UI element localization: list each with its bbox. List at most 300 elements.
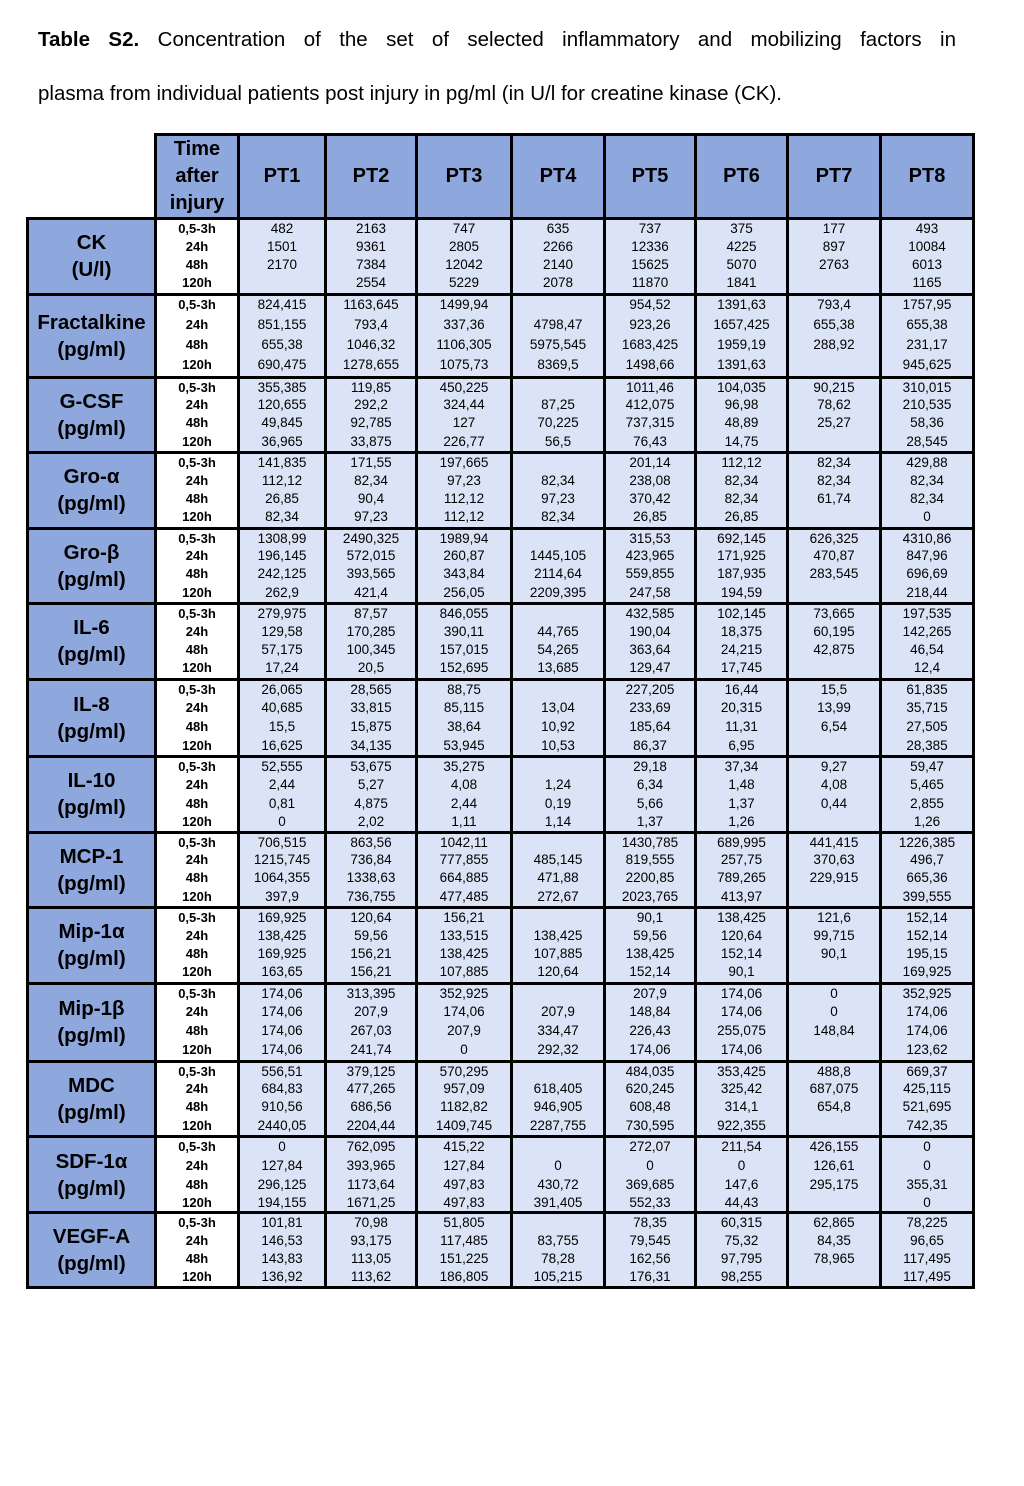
value-cell: 1,26 [881, 813, 974, 832]
time-point: 48h [156, 1021, 239, 1040]
value-cell: 35,275 [417, 756, 512, 775]
value-cell: 247,58 [605, 583, 696, 604]
value-cell [512, 832, 605, 851]
value-cell: 170,285 [326, 622, 417, 640]
factor-unit: (pg/ml) [57, 947, 126, 971]
value-cell: 211,54 [696, 1137, 788, 1156]
value-cell: 16,625 [239, 736, 326, 756]
value-cell: 59,47 [881, 756, 974, 775]
table-row [28, 377, 974, 396]
table-row [28, 698, 974, 717]
value-cell: 626,325 [788, 528, 881, 547]
corner-cell [28, 135, 156, 219]
table-row [28, 756, 974, 775]
table-row [28, 775, 974, 794]
factor-unit: (pg/ml) [57, 567, 126, 591]
time-point: 48h [156, 944, 239, 962]
value-cell: 97,795 [696, 1249, 788, 1267]
header-row [28, 135, 974, 219]
value-cell: 441,415 [788, 832, 881, 851]
value-cell: 429,88 [881, 453, 974, 472]
value-cell: 1841 [696, 273, 788, 294]
value-cell: 12042 [417, 255, 512, 273]
value-cell: 112,12 [417, 507, 512, 528]
value-cell: 174,06 [239, 1021, 326, 1040]
value-cell: 136,92 [239, 1267, 326, 1287]
value-cell: 393,965 [326, 1156, 417, 1175]
time-point: 24h [156, 314, 239, 334]
value-cell: 267,03 [326, 1021, 417, 1040]
time-point: 24h [156, 622, 239, 640]
value-cell: 207,9 [326, 1002, 417, 1021]
value-cell: 82,34 [788, 471, 881, 489]
value-cell: 279,975 [239, 604, 326, 623]
table-row [28, 604, 974, 623]
time-header-line: after [175, 165, 219, 187]
value-cell: 2,44 [417, 794, 512, 813]
value-cell: 470,87 [788, 547, 881, 565]
time-point: 24h [156, 237, 239, 255]
value-cell: 57,175 [239, 640, 326, 658]
value-cell: 148,84 [605, 1002, 696, 1021]
value-cell: 129,47 [605, 658, 696, 679]
time-point: 0,5-3h [156, 1061, 239, 1080]
value-cell: 59,56 [605, 926, 696, 944]
value-cell: 945,625 [881, 354, 974, 377]
value-cell: 4,08 [417, 775, 512, 794]
value-cell: 1,26 [696, 813, 788, 832]
value-cell: 82,34 [239, 507, 326, 528]
value-cell: 352,925 [881, 983, 974, 1002]
value-cell [788, 1194, 881, 1213]
value-cell [788, 432, 881, 453]
table-row [28, 832, 974, 851]
patient-header: PT4 [512, 135, 605, 219]
value-cell: 207,9 [605, 983, 696, 1002]
value-cell: 96,98 [696, 396, 788, 414]
value-cell: 26,85 [239, 489, 326, 507]
value-cell: 847,96 [881, 547, 974, 565]
table-row [28, 640, 974, 658]
value-cell: 138,425 [696, 908, 788, 927]
value-cell: 174,06 [881, 1002, 974, 1021]
value-cell: 70,225 [512, 414, 605, 432]
time-point: 24h [156, 775, 239, 794]
value-cell: 187,935 [696, 565, 788, 583]
value-cell: 423,965 [605, 547, 696, 565]
table-row [28, 869, 974, 887]
value-cell: 819,555 [605, 851, 696, 869]
value-cell [512, 1061, 605, 1080]
value-cell: 432,585 [605, 604, 696, 623]
value-cell: 174,06 [417, 1002, 512, 1021]
value-cell: 0 [696, 1156, 788, 1175]
value-cell: 450,225 [417, 377, 512, 396]
time-point: 0,5-3h [156, 983, 239, 1002]
value-cell: 1278,655 [326, 354, 417, 377]
value-cell: 12336 [605, 237, 696, 255]
value-cell: 415,22 [417, 1137, 512, 1156]
time-point: 0,5-3h [156, 294, 239, 314]
value-cell: 96,65 [881, 1231, 974, 1249]
value-cell: 105,215 [512, 1267, 605, 1287]
time-point: 48h [156, 255, 239, 273]
value-cell: 78,28 [512, 1249, 605, 1267]
time-point: 0,5-3h [156, 528, 239, 547]
value-cell: 1163,645 [326, 294, 417, 314]
value-cell: 17,745 [696, 658, 788, 679]
value-cell: 337,36 [417, 314, 512, 334]
value-cell: 0 [239, 1137, 326, 1156]
value-cell: 107,885 [417, 962, 512, 983]
value-cell: 1445,105 [512, 547, 605, 565]
value-cell: 61,835 [881, 679, 974, 698]
value-cell: 82,34 [512, 471, 605, 489]
time-point: 120h [156, 1194, 239, 1213]
value-cell: 113,05 [326, 1249, 417, 1267]
value-cell: 138,425 [605, 944, 696, 962]
value-cell [788, 962, 881, 983]
value-cell: 793,4 [788, 294, 881, 314]
value-cell: 325,42 [696, 1080, 788, 1098]
value-cell: 684,83 [239, 1080, 326, 1098]
factor-unit: (pg/ml) [57, 416, 126, 440]
value-cell: 59,56 [326, 926, 417, 944]
value-cell: 174,06 [696, 1040, 788, 1061]
time-point: 24h [156, 1231, 239, 1249]
time-point: 24h [156, 851, 239, 869]
table-row [28, 1156, 974, 1175]
value-cell: 28,385 [881, 736, 974, 756]
factor-label [28, 377, 156, 453]
value-cell: 151,225 [417, 1249, 512, 1267]
time-point: 120h [156, 583, 239, 604]
value-cell: 0 [512, 1156, 605, 1175]
value-cell: 5070 [696, 255, 788, 273]
time-point: 0,5-3h [156, 1213, 239, 1232]
value-cell: 2078 [512, 273, 605, 294]
table-row [28, 1116, 974, 1137]
value-cell: 90,1 [605, 908, 696, 927]
table-row [28, 658, 974, 679]
value-cell: 655,38 [881, 314, 974, 334]
value-cell: 654,8 [788, 1098, 881, 1116]
factor-name: Gro-α [63, 465, 120, 489]
value-cell: 49,845 [239, 414, 326, 432]
value-cell: 238,08 [605, 471, 696, 489]
patient-header: PT6 [696, 135, 788, 219]
factor-label [28, 219, 156, 295]
value-cell: 689,995 [696, 832, 788, 851]
factor-label [28, 1213, 156, 1288]
factor-label [28, 679, 156, 756]
patient-header: PT3 [417, 135, 512, 219]
value-cell: 61,74 [788, 489, 881, 507]
caption-line-2: plasma from individual patients post injury in pg/ml (in U/l for creatine kinase (CK). [38, 82, 782, 105]
value-cell: 391,405 [512, 1194, 605, 1213]
value-cell: 4798,47 [512, 314, 605, 334]
value-cell: 98,255 [696, 1267, 788, 1287]
value-cell: 9361 [326, 237, 417, 255]
time-point: 48h [156, 717, 239, 736]
value-cell: 747 [417, 219, 512, 238]
factor-name: MDC [68, 1073, 115, 1097]
patient-header: PT7 [788, 135, 881, 219]
factor-name: CK [76, 231, 107, 255]
value-cell: 923,26 [605, 314, 696, 334]
value-cell: 296,125 [239, 1175, 326, 1194]
factor-label [28, 832, 156, 908]
value-cell: 90,4 [326, 489, 417, 507]
value-cell: 15,5 [239, 717, 326, 736]
value-cell: 28,545 [881, 432, 974, 453]
value-cell: 521,695 [881, 1098, 974, 1116]
value-cell: 0 [881, 1156, 974, 1175]
value-cell: 82,34 [788, 453, 881, 472]
time-point: 120h [156, 507, 239, 528]
value-cell: 88,75 [417, 679, 512, 698]
value-cell: 152,695 [417, 658, 512, 679]
value-cell: 0 [239, 813, 326, 832]
value-cell: 477,265 [326, 1080, 417, 1098]
value-cell: 272,67 [512, 887, 605, 908]
table-row [28, 926, 974, 944]
value-cell: 229,915 [788, 869, 881, 887]
value-cell: 0 [788, 983, 881, 1002]
value-cell: 102,145 [696, 604, 788, 623]
time-point: 48h [156, 565, 239, 583]
table-row [28, 717, 974, 736]
table-row [28, 1267, 974, 1287]
factor-name: IL-8 [73, 692, 110, 716]
value-cell: 2114,64 [512, 565, 605, 583]
value-cell: 58,36 [881, 414, 974, 432]
value-cell: 194,59 [696, 583, 788, 604]
value-cell: 0 [881, 1194, 974, 1213]
value-cell: 608,48 [605, 1098, 696, 1116]
value-cell: 85,115 [417, 698, 512, 717]
value-cell: 6,95 [696, 736, 788, 756]
value-cell: 34,135 [326, 736, 417, 756]
value-cell: 194,155 [239, 1194, 326, 1213]
value-cell [788, 1267, 881, 1287]
value-cell: 283,545 [788, 565, 881, 583]
value-cell: 572,015 [326, 547, 417, 565]
table-body [28, 219, 974, 1288]
value-cell: 471,88 [512, 869, 605, 887]
value-cell: 2490,325 [326, 528, 417, 547]
factor-unit: (pg/ml) [57, 1251, 126, 1275]
value-cell [512, 453, 605, 472]
value-cell: 169,925 [239, 908, 326, 927]
value-cell: 946,905 [512, 1098, 605, 1116]
value-cell: 789,265 [696, 869, 788, 887]
value-cell: 5229 [417, 273, 512, 294]
value-cell: 1409,745 [417, 1116, 512, 1137]
value-cell: 4,08 [788, 775, 881, 794]
time-point: 120h [156, 1040, 239, 1061]
value-cell [512, 756, 605, 775]
value-cell: 687,075 [788, 1080, 881, 1098]
table-row [28, 255, 974, 273]
table-row [28, 237, 974, 255]
value-cell: 375 [696, 219, 788, 238]
value-cell [512, 377, 605, 396]
value-cell: 46,54 [881, 640, 974, 658]
value-cell: 51,805 [417, 1213, 512, 1232]
value-cell: 370,42 [605, 489, 696, 507]
table-row [28, 1021, 974, 1040]
value-cell: 692,145 [696, 528, 788, 547]
value-cell: 171,925 [696, 547, 788, 565]
value-cell: 129,58 [239, 622, 326, 640]
value-cell: 12,4 [881, 658, 974, 679]
value-cell: 117,495 [881, 1267, 974, 1287]
value-cell: 1182,82 [417, 1098, 512, 1116]
value-cell: 10084 [881, 237, 974, 255]
table-row [28, 219, 974, 238]
value-cell: 62,865 [788, 1213, 881, 1232]
time-point: 120h [156, 962, 239, 983]
value-cell: 2204,44 [326, 1116, 417, 1137]
value-cell: 736,755 [326, 887, 417, 908]
value-cell: 262,9 [239, 583, 326, 604]
value-cell: 5,66 [605, 794, 696, 813]
value-cell: 5975,545 [512, 334, 605, 354]
value-cell: 482 [239, 219, 326, 238]
value-cell: 2163 [326, 219, 417, 238]
value-cell: 14,75 [696, 432, 788, 453]
time-point: 48h [156, 1249, 239, 1267]
value-cell: 82,34 [696, 489, 788, 507]
value-cell: 910,56 [239, 1098, 326, 1116]
value-cell: 2209,395 [512, 583, 605, 604]
value-cell: 26,85 [605, 507, 696, 528]
value-cell: 11,31 [696, 717, 788, 736]
value-cell: 17,24 [239, 658, 326, 679]
value-cell: 29,18 [605, 756, 696, 775]
patient-header: PT2 [326, 135, 417, 219]
value-cell: 426,155 [788, 1137, 881, 1156]
factor-label [28, 453, 156, 529]
value-cell: 90,215 [788, 377, 881, 396]
factor-name: SDF-1α [55, 1149, 128, 1173]
value-cell: 421,4 [326, 583, 417, 604]
caption-line-1 [38, 26, 956, 54]
value-cell: 390,11 [417, 622, 512, 640]
value-cell: 70,98 [326, 1213, 417, 1232]
value-cell: 42,875 [788, 640, 881, 658]
value-cell [788, 354, 881, 377]
value-cell: 97,23 [326, 507, 417, 528]
value-cell: 27,505 [881, 717, 974, 736]
value-cell: 101,81 [239, 1213, 326, 1232]
value-cell: 288,92 [788, 334, 881, 354]
value-cell: 484,035 [605, 1061, 696, 1080]
value-cell: 1,48 [696, 775, 788, 794]
table-row [28, 354, 974, 377]
time-header-line: injury [169, 192, 225, 214]
value-cell: 26,065 [239, 679, 326, 698]
value-cell: 156,21 [417, 908, 512, 927]
time-point: 120h [156, 1116, 239, 1137]
value-cell: 922,355 [696, 1116, 788, 1137]
table-row [28, 1194, 974, 1213]
time-point: 120h [156, 1267, 239, 1287]
value-cell: 44,43 [696, 1194, 788, 1213]
value-cell: 737,315 [605, 414, 696, 432]
value-cell: 44,765 [512, 622, 605, 640]
table-row [28, 1231, 974, 1249]
factor-name: G-CSF [59, 389, 124, 413]
factor-name: MCP-1 [59, 844, 124, 868]
value-cell: 40,685 [239, 698, 326, 717]
value-cell: 846,055 [417, 604, 512, 623]
value-cell [512, 983, 605, 1002]
table-row [28, 1061, 974, 1080]
value-cell: 174,06 [239, 983, 326, 1002]
factor-unit: (pg/ml) [57, 492, 126, 516]
value-cell: 169,925 [239, 944, 326, 962]
value-cell [512, 1213, 605, 1232]
value-cell: 8369,5 [512, 354, 605, 377]
value-cell: 897 [788, 237, 881, 255]
time-point: 48h [156, 334, 239, 354]
time-point: 0,5-3h [156, 679, 239, 698]
value-cell: 1757,95 [881, 294, 974, 314]
value-cell: 1,24 [512, 775, 605, 794]
value-cell: 324,44 [417, 396, 512, 414]
table-label: Table S2. [38, 28, 140, 51]
value-cell: 1308,99 [239, 528, 326, 547]
time-point: 24h [156, 1080, 239, 1098]
value-cell: 393,565 [326, 565, 417, 583]
value-cell: 174,06 [239, 1040, 326, 1061]
value-cell: 655,38 [788, 314, 881, 334]
value-cell: 78,965 [788, 1249, 881, 1267]
value-cell: 425,115 [881, 1080, 974, 1098]
value-cell: 315,53 [605, 528, 696, 547]
value-cell: 197,665 [417, 453, 512, 472]
value-cell: 20,5 [326, 658, 417, 679]
value-cell: 620,245 [605, 1080, 696, 1098]
value-cell: 226,77 [417, 432, 512, 453]
value-cell: 76,43 [605, 432, 696, 453]
time-point: 48h [156, 414, 239, 432]
value-cell [512, 679, 605, 698]
value-cell: 6,54 [788, 717, 881, 736]
value-cell: 334,47 [512, 1021, 605, 1040]
value-cell: 176,31 [605, 1267, 696, 1287]
value-cell: 78,225 [881, 1213, 974, 1232]
value-cell: 2,44 [239, 775, 326, 794]
value-cell: 0 [788, 1002, 881, 1021]
value-cell: 1959,19 [696, 334, 788, 354]
value-cell [788, 507, 881, 528]
value-cell: 1683,425 [605, 334, 696, 354]
table-row [28, 432, 974, 453]
value-cell: 78,35 [605, 1213, 696, 1232]
table-row [28, 962, 974, 983]
factor-label [28, 604, 156, 680]
time-point: 0,5-3h [156, 219, 239, 238]
value-cell: 120,64 [512, 962, 605, 983]
value-cell: 186,805 [417, 1267, 512, 1287]
table-row [28, 583, 974, 604]
value-cell [788, 813, 881, 832]
value-cell: 82,34 [326, 471, 417, 489]
value-cell: 0 [881, 507, 974, 528]
